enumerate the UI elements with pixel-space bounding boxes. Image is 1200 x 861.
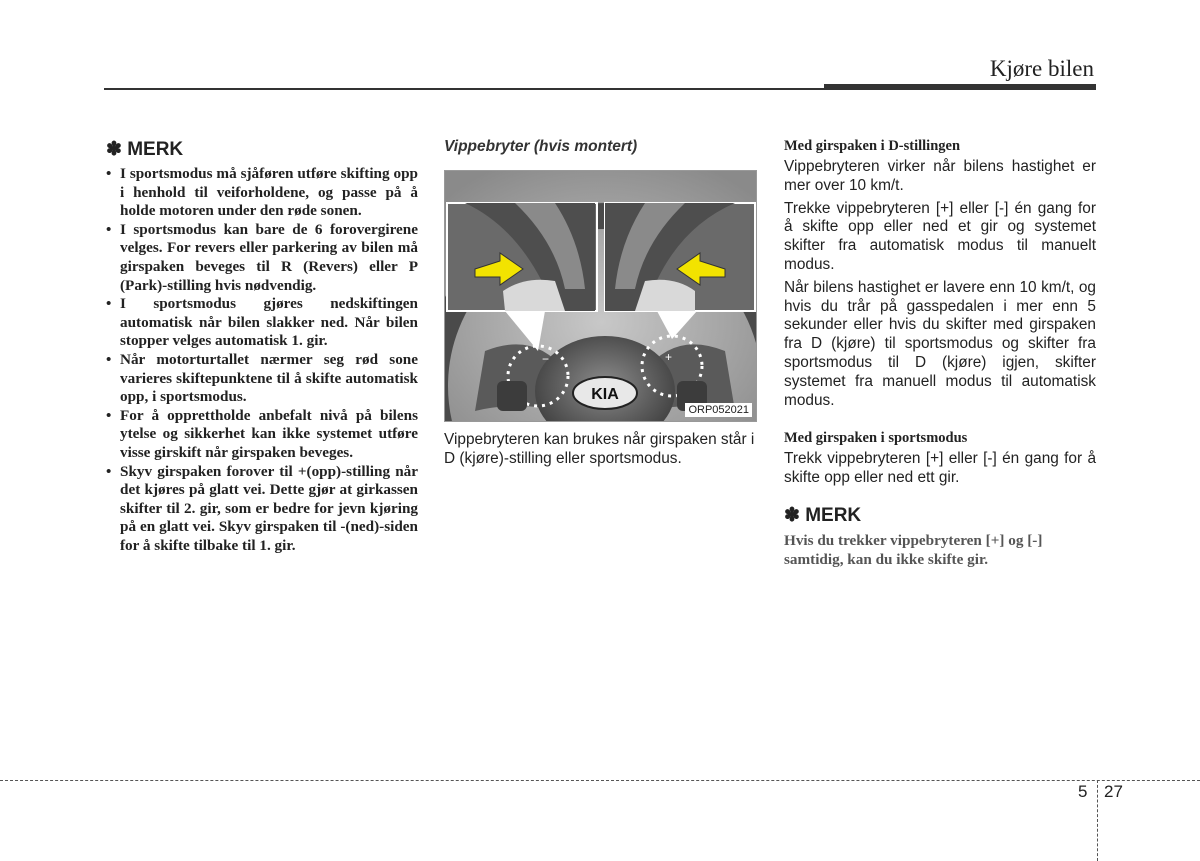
steering-wheel-illustration — [445, 171, 757, 422]
plus-label: + — [665, 350, 673, 364]
section-heading: Vippebryter (hvis montert) — [444, 138, 638, 155]
merk-heading: ✽ MERK — [784, 504, 862, 526]
list-item: • For å opprettholde anbefalt nivå på bilens ytelse og sikkerhet kan ikke systemet utføre visse girskift når girspaken beveges. — [106, 407, 418, 463]
figure-code: ORP052021 — [685, 403, 752, 417]
sport-mode-heading: Med girspaken i sportsmodus — [784, 430, 968, 447]
list-item: • Når motorturtallet nærmer seg rød sone varieres skiftepunktene til å skifte automatisk opp, i sportsmodus. — [106, 351, 418, 407]
list-item: • I sportsmodus gjøres nedskiftingen automatisk når bilen slakker ned. Når bilen stopper velges automatisk 1. gir. — [106, 295, 418, 351]
paragraph: Trekk vippebryteren [+] eller [-] én gang for å skifte opp eller ned ett gir. — [784, 450, 1096, 487]
right-column — [784, 138, 1096, 569]
footer-rule — [0, 780, 1200, 781]
paragraph: Når bilens hastighet er lavere enn 10 km/t, og hvis du trår på gasspedalen i mer enn 5 sekunder eller hvis du skifter med girspaken fra D (kjøre) til sportsmodus og skifter fra sportsmodus til D (kjøre) igjen, skifter systemet fra manuell modus til automatisk modus. — [784, 278, 1096, 409]
figure-caption: Vippebryteren kan brukes når girspaken står i D (kjøre)-stilling eller sportsmodus. — [444, 431, 755, 467]
footer-divider — [1097, 780, 1098, 861]
kia-logo: KIA — [591, 386, 619, 403]
list-item: • I sportsmodus kan bare de 6 forovergirene velges. For revers eller parkering av bilen må girspaken beveges til R (Revers) eller P (Park)-stilling hvis nødvendig. — [106, 221, 418, 295]
list-item: • Skyv girspaken forover til +(opp)-stilling når det kjøres på glatt vei. Dette gjør at girkassen skifter til 2. gir, som er bedre for jevn kjøring på en glatt vei. Skyv girspaken til -(ned)-siden for å skifte tilbake til 1. gir. — [106, 463, 418, 556]
header-rule-accent — [824, 84, 1096, 90]
inset-left — [447, 203, 597, 311]
paragraph: Vippebryteren virker når bilens hastighet er mer over 10 km/t. — [784, 158, 1096, 194]
paragraph: Trekke vippebryteren [+] eller [-] én gang for å skifte opp eller ned et gir og systemet skifter fra automatisk modus til manuelt modus. — [784, 199, 1096, 273]
left-column — [106, 138, 418, 555]
middle-column — [444, 138, 757, 468]
chapter-title: Kjøre bilen — [989, 56, 1094, 81]
inset-right — [605, 203, 755, 311]
d-position-heading: Med girspaken i D-stillingen — [784, 138, 961, 154]
page-number: 27 — [1104, 782, 1123, 801]
section-number: 5 — [1078, 782, 1088, 801]
paddle-shifter-figure — [444, 170, 757, 422]
merk-heading: ✽ MERK — [106, 139, 184, 160]
minus-label: − — [542, 352, 550, 366]
list-item: • I sportsmodus må sjåføren utføre skifting opp i henhold til veiforholdene, og passe på å holde motoren under den røde sonen. — [106, 165, 418, 221]
merk-list — [106, 165, 418, 555]
merk-note: Hvis du trekker vippebryteren [+] og [-] samtidig, kan du ikke skifte gir. — [784, 531, 1043, 568]
